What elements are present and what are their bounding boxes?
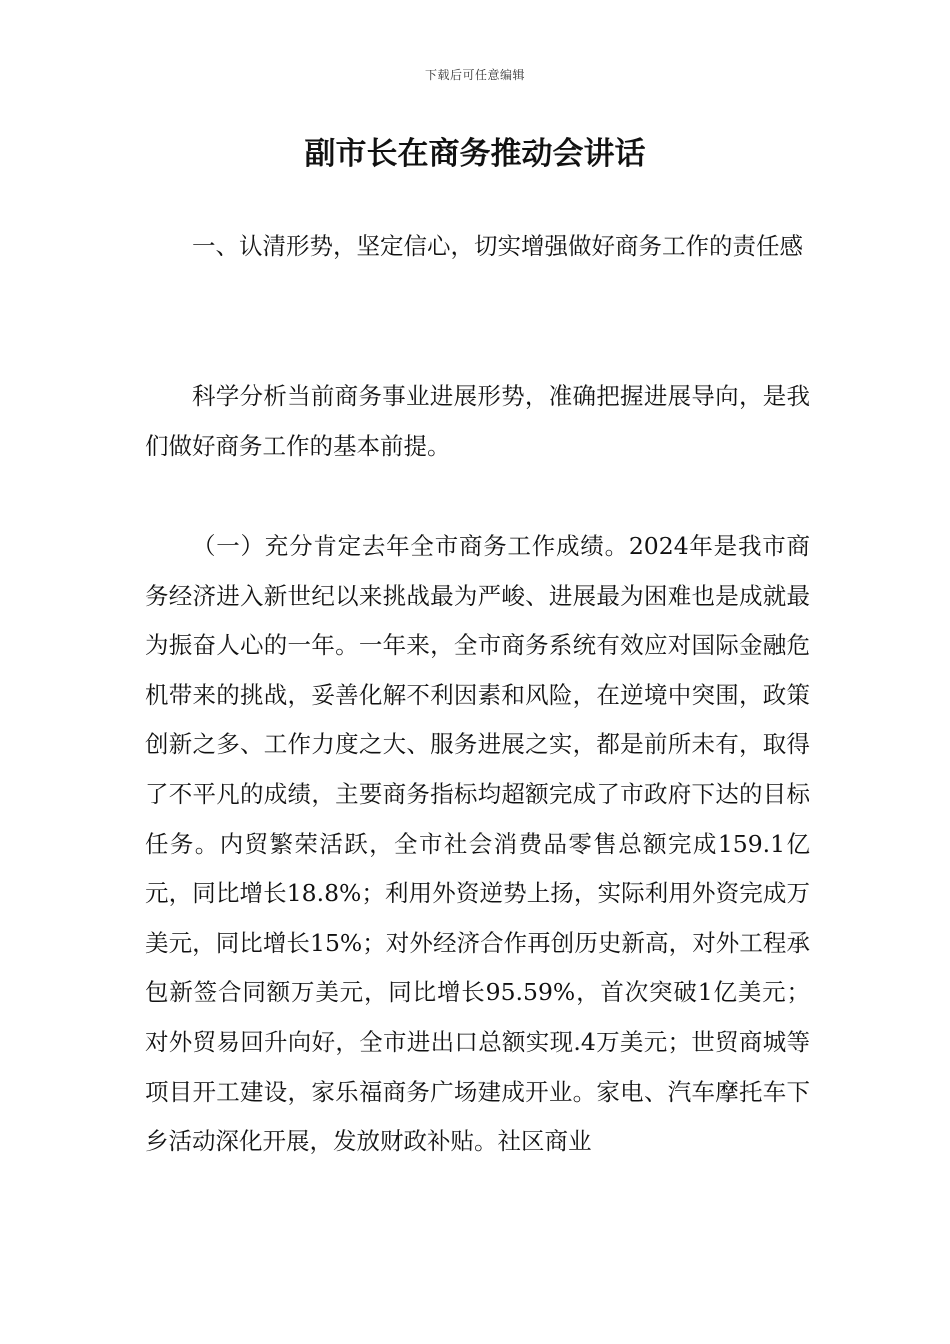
body-paragraph: （一）充分肯定去年全市商务工作成绩。2024年是我市商务经济进入新世纪以来挑战最为严峻、进展最为困难也是成就最为振奋人心的一年。一年来，全市商务系统有效应对国际金融危机带来的挑战，妥善化解不利因素和风险，在逆境中突围，政策创新之多、工作力度之大、服务进展之实，都是前所未有，取得了不平凡的成绩，主要商务指标均超额完成了市政府下达的目标任务。内贸繁荣活跃，全市社会消费品零售总额完成159.1亿元，同比增长18.8%；利用外资逆势上扬，实际利用外资完成万美元，同比增长15%；对外经济合作再创历史新高，对外工程承包新签合同额万美元，同比增长95.59%，首次突破1亿美元；对外贸易回升向好，全市进出口总额实现.4万美元；世贸商城等项目开工建设，家乐福商务广场建成开业。家电、汽车摩托车下乡活动深化开展，发放财政补贴。社区商业	[145, 532, 810, 1156]
section-heading: 一、认清形势，坚定信心，切实增强做好商务工作的责任感	[192, 232, 803, 260]
body-paragraph: 科学分析当前商务事业进展形势，准确把握进展导向，是我们做好商务工作的基本前提。	[145, 382, 810, 460]
page-title: 副市长在商务推动会讲话	[304, 136, 646, 172]
header-note: 下载后可任意编辑	[424, 68, 525, 82]
